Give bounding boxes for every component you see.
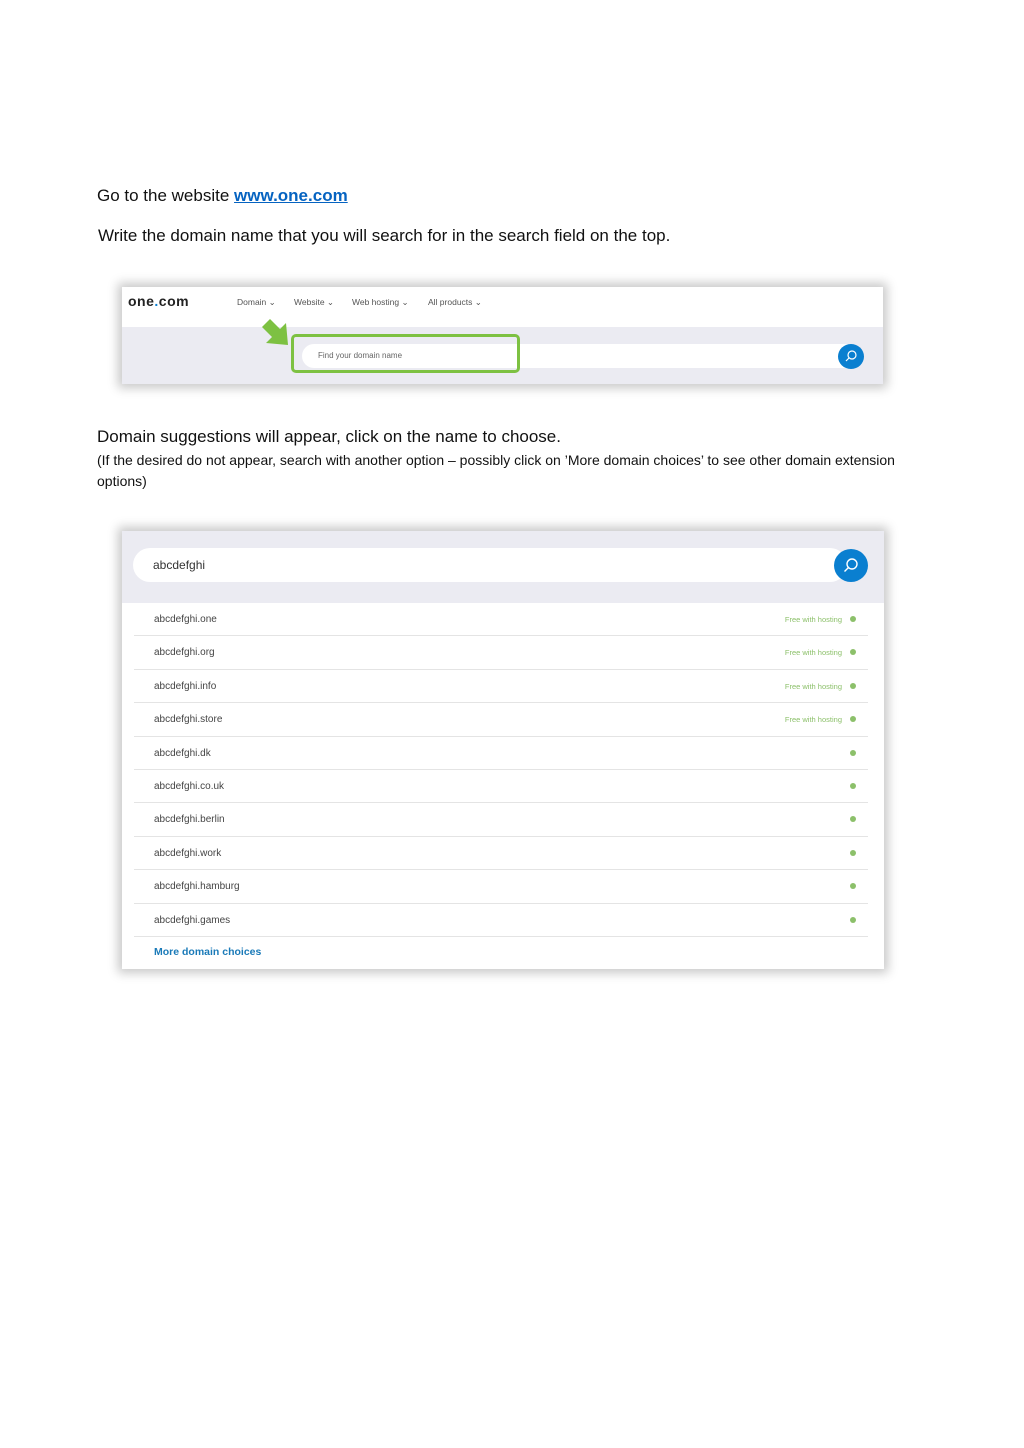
more-domain-choices-link[interactable]: More domain choices (154, 946, 262, 958)
status-dot-icon (850, 616, 856, 622)
nav-domain[interactable]: Domain ⌄ (237, 297, 276, 307)
search-placeholder: Find your domain name (318, 351, 403, 360)
search-button[interactable] (838, 344, 864, 369)
status-dot-icon (850, 716, 856, 722)
domain-search-input[interactable] (133, 548, 847, 582)
search-highlight-box (291, 334, 520, 373)
nav-web-hosting[interactable]: Web hosting ⌄ (352, 297, 409, 307)
domain-suggestion-list (134, 603, 868, 937)
domain-row[interactable]: abcdefghi.berlin (134, 803, 868, 836)
status-dot-icon (850, 883, 856, 889)
nav-all-products[interactable]: All products ⌄ (428, 297, 482, 307)
homepage-screenshot (122, 287, 883, 384)
domain-row[interactable]: abcdefghi.games (134, 904, 868, 937)
status-dot-icon (850, 917, 856, 923)
status-dot-icon (850, 683, 856, 689)
domain-row[interactable]: abcdefghi.one Free with hosting (134, 603, 868, 636)
status-dot-icon (850, 750, 856, 756)
search-button[interactable] (834, 549, 868, 582)
domain-row[interactable]: abcdefghi.hamburg (134, 870, 868, 903)
website-link[interactable]: www.one.com (234, 186, 348, 205)
step3-note: (If the desired do not appear, search with another option – possibly click on ’More domain choices’ to see other domain extension options) (97, 452, 895, 489)
intro-line (97, 186, 348, 206)
domain-row[interactable]: abcdefghi.co.uk (134, 770, 868, 803)
domain-row[interactable]: abcdefghi.info Free with hosting (134, 670, 868, 703)
suggestions-screenshot (122, 531, 884, 969)
green-arrow-icon (260, 317, 292, 349)
status-dot-icon (850, 649, 856, 655)
domain-row[interactable]: abcdefghi.store Free with hosting (134, 703, 868, 736)
header-bar (122, 287, 883, 327)
nav-website[interactable]: Website ⌄ (294, 297, 335, 307)
intro-prefix: Go to the website (97, 186, 235, 205)
domain-row[interactable]: abcdefghi.org Free with hosting (134, 636, 868, 669)
search-value: abcdefghi (153, 558, 206, 572)
one-com-logo: one.com (128, 293, 190, 309)
step2-text: Write the domain name that you will search for in the search field on the top. (98, 226, 671, 245)
status-dot-icon (850, 783, 856, 789)
status-dot-icon (850, 816, 856, 822)
step3-text: Domain suggestions will appear, click on the name to choose. (97, 427, 561, 446)
search-icon (838, 344, 864, 369)
domain-row[interactable]: abcdefghi.work (134, 837, 868, 870)
status-dot-icon (850, 850, 856, 856)
domain-row[interactable]: abcdefghi.dk (134, 737, 868, 770)
search-icon (834, 549, 868, 582)
